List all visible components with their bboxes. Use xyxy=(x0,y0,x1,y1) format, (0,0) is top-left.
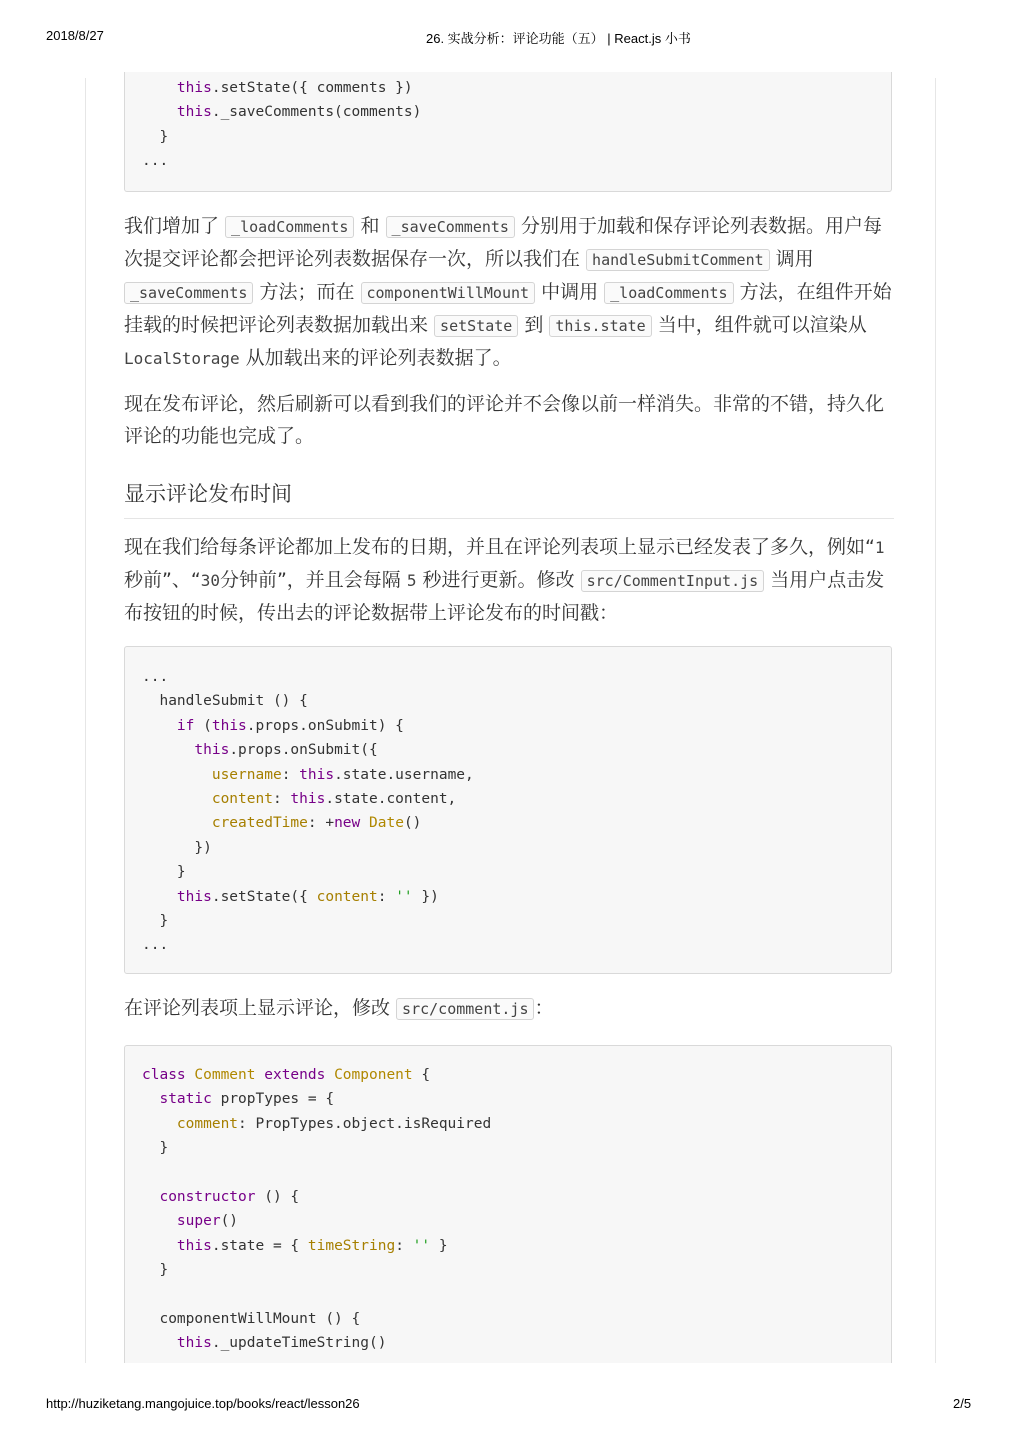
code-line xyxy=(125,885,891,909)
code-token: Comment xyxy=(194,1067,256,1083)
code-line xyxy=(125,714,891,738)
text: 秒进行更新。修改 xyxy=(416,569,581,591)
code-token: ( xyxy=(194,717,212,734)
code-line xyxy=(125,738,891,762)
code-token: extends xyxy=(264,1067,326,1083)
code-token: propTypes = { xyxy=(211,1091,335,1108)
code-token xyxy=(142,1091,159,1107)
text: 调用 xyxy=(769,248,814,270)
code-token: this xyxy=(211,717,247,734)
code-token: if xyxy=(176,717,195,734)
text: 秒前”、“ xyxy=(124,569,201,591)
code-token: class xyxy=(142,1067,186,1083)
code-token: : xyxy=(272,790,291,807)
code-token: .props.onSubmit({ xyxy=(229,742,378,759)
code-token: .state.content, xyxy=(325,790,457,807)
code-token: () { xyxy=(255,1188,300,1205)
code-token: this xyxy=(176,80,212,96)
code-token: static xyxy=(159,1091,212,1108)
code-line xyxy=(125,1234,891,1258)
code-token xyxy=(142,1213,177,1229)
code-line xyxy=(125,811,891,835)
code-line xyxy=(125,1209,891,1233)
code-token: createdTime xyxy=(211,815,308,832)
code-token: : PropTypes.object.isRequired xyxy=(238,1115,492,1132)
code-token xyxy=(142,742,194,758)
code-token: ._saveComments(comments) xyxy=(211,104,422,121)
code-block-save-comments xyxy=(124,72,892,192)
inline-mono: 1 xyxy=(874,538,885,557)
text: 在评论列表项上显示评论，修改 xyxy=(124,997,397,1019)
print-url[interactable]: http://huziketang.mangojuice.top/books/react/lesson26 xyxy=(46,1396,360,1411)
code-line: ... xyxy=(142,937,169,954)
text: 方法；而在 xyxy=(253,281,361,303)
code-token: '' xyxy=(412,1237,431,1254)
section-heading: 显示评论发布时间 xyxy=(124,478,894,519)
code-token xyxy=(142,1335,177,1351)
code-token xyxy=(142,80,177,96)
code-line xyxy=(125,1087,891,1111)
code-token xyxy=(142,104,177,120)
inline-code: _saveComments xyxy=(124,282,253,304)
code-line xyxy=(125,1063,891,1087)
code-line xyxy=(125,76,891,100)
code-token: ._updateTimeString() xyxy=(211,1335,387,1352)
code-token xyxy=(142,1238,177,1254)
inline-code: _loadComments xyxy=(604,282,733,304)
code-token: new xyxy=(334,815,361,832)
code-token xyxy=(142,815,212,831)
print-title: 26. 实战分析：评论功能（五） | React.js 小书 xyxy=(426,31,691,46)
text: 当中，组件就可以渲染从 xyxy=(651,314,867,336)
code-token xyxy=(142,767,212,783)
code-token: this xyxy=(290,790,326,807)
code-token: this xyxy=(176,1335,212,1352)
code-token: () xyxy=(220,1213,239,1230)
inline-mono: 30 xyxy=(200,571,220,590)
code-token: : xyxy=(395,1237,413,1254)
code-token xyxy=(142,889,177,905)
inline-code: src/comment.js xyxy=(396,998,534,1020)
code-block-handle-submit xyxy=(124,646,892,974)
code-line: ... xyxy=(142,153,169,170)
code-token xyxy=(256,1067,265,1083)
inline-code: src/CommentInput.js xyxy=(581,570,765,592)
code-line: } xyxy=(142,1140,169,1157)
code-line: } xyxy=(142,1262,169,1279)
code-token: this xyxy=(194,742,230,759)
code-line: componentWillMount () { xyxy=(142,1310,361,1327)
code-token: timeString xyxy=(307,1237,396,1254)
inline-code: _saveComments xyxy=(386,216,515,238)
code-token: this xyxy=(299,766,335,783)
paragraph-persist-explain xyxy=(124,210,894,375)
code-token: Date xyxy=(369,815,404,832)
code-line: handleSubmit () { xyxy=(142,693,308,710)
code-token: .setState({ comments }) xyxy=(211,80,413,96)
code-token: .setState({ xyxy=(211,888,317,905)
text: 分钟前”，并且会每隔 xyxy=(219,569,407,591)
text: 从加载出来的评论列表数据了。 xyxy=(239,347,512,369)
code-token xyxy=(142,718,177,734)
code-token: super xyxy=(176,1213,221,1230)
code-line: } xyxy=(142,864,186,881)
code-token: this xyxy=(176,104,212,121)
text: 到 xyxy=(518,314,550,336)
code-line: ... xyxy=(142,669,169,685)
inline-code: componentWillMount xyxy=(361,282,536,304)
code-token: '' xyxy=(395,888,413,905)
inline-code: setState xyxy=(434,315,518,337)
text: 和 xyxy=(354,215,386,237)
text: 分别用于加载和保存评论列表数据。用户每次提交评论都会把评论列表数据保存一次，所以我们在 xyxy=(124,215,882,270)
code-token: { xyxy=(412,1067,431,1083)
code-token: .props.onSubmit) { xyxy=(246,717,404,734)
code-line: }) xyxy=(142,839,212,856)
code-token: : + xyxy=(307,815,335,832)
code-token: } xyxy=(430,1237,448,1254)
code-token: this xyxy=(176,1237,212,1254)
inline-code: this.state xyxy=(549,315,651,337)
code-token xyxy=(142,1189,159,1205)
code-token: constructor xyxy=(159,1188,256,1205)
code-block-comment-class xyxy=(124,1045,892,1375)
text: 方法，在组件开始挂载的时候把评论列表数据加载出来 xyxy=(124,281,892,336)
code-token: Component xyxy=(334,1067,413,1083)
code-token xyxy=(142,1116,177,1132)
code-line xyxy=(125,100,891,124)
print-date: 2018/8/27 xyxy=(46,28,104,43)
paragraph-comment-display xyxy=(124,992,894,1025)
inline-mono: 5 xyxy=(406,571,417,590)
code-token xyxy=(325,1067,334,1083)
code-token: .state.username, xyxy=(334,766,474,783)
code-token: : xyxy=(377,888,396,905)
text: ： xyxy=(534,997,554,1019)
code-token: content xyxy=(316,888,378,905)
code-token: username xyxy=(211,766,282,783)
print-page-number: 2/5 xyxy=(953,1396,972,1411)
text: 我们增加了 xyxy=(124,215,226,237)
inline-code: handleSubmitComment xyxy=(586,249,770,271)
code-token: () xyxy=(403,815,422,832)
code-token: .state = { xyxy=(211,1237,308,1254)
code-token: }) xyxy=(412,888,439,905)
code-token: : xyxy=(281,766,300,783)
inline-code: _loadComments xyxy=(225,216,354,238)
text: 现在我们给每条评论都加上发布的日期，并且在评论列表项上显示已经发表了多久，例如“ xyxy=(124,536,875,558)
code-token: content xyxy=(211,790,273,807)
code-token: comment xyxy=(176,1115,239,1132)
code-line xyxy=(125,763,891,787)
inline-mono: LocalStorage xyxy=(124,349,240,368)
code-line xyxy=(125,1331,891,1355)
code-token xyxy=(360,815,369,831)
code-token xyxy=(142,791,212,807)
code-line: } xyxy=(142,912,169,929)
paragraph-timestamp-intro xyxy=(124,531,894,629)
code-line xyxy=(125,787,891,811)
code-line xyxy=(125,1185,891,1209)
text: 当用户点击发布按钮的时候，传出去的评论数据带上评论发布的时间戳： xyxy=(124,569,885,624)
code-line: } xyxy=(142,128,169,145)
code-line xyxy=(125,1161,891,1185)
code-line xyxy=(125,1112,891,1136)
code-token: this xyxy=(176,888,212,905)
text: 中调用 xyxy=(535,281,605,303)
code-line xyxy=(125,1283,891,1307)
paragraph-persist-done: 现在发布评论，然后刷新可以看到我们的评论并不会像以前一样消失。非常的不错，持久化评论的功能也完成了。 xyxy=(124,393,885,447)
